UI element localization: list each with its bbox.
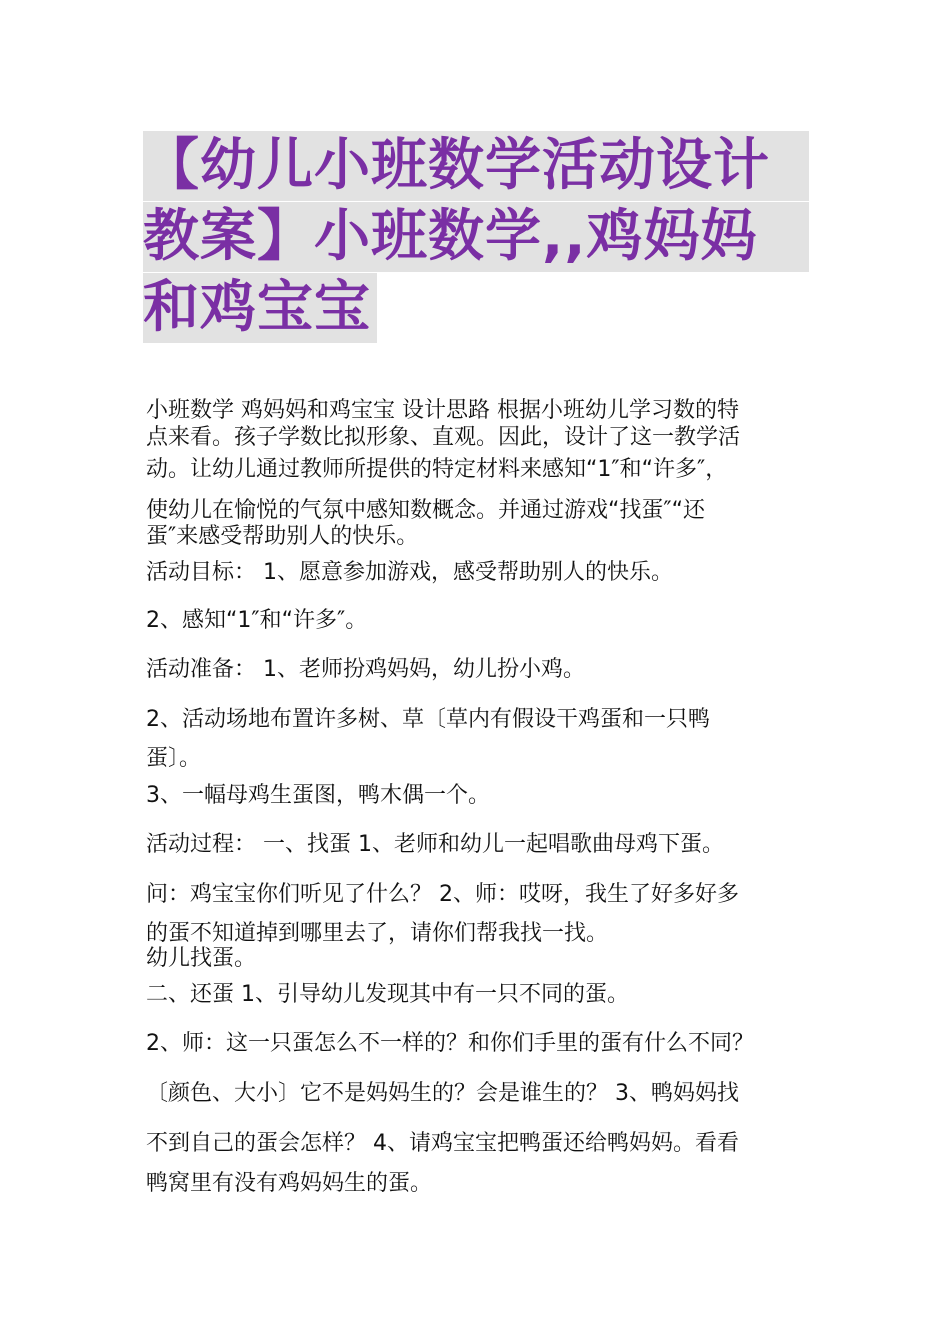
title-line-1: 【幼儿小班数学活动设计	[143, 131, 809, 201]
body-line: 的蛋不知道掉到哪里去了，请你们帮我找一找。	[146, 921, 609, 946]
body-line: 蛋″来感受帮助别人的快乐。	[146, 524, 419, 549]
body-line: 2、感知“1″和“许多″。	[146, 608, 368, 633]
body-line: 蛋〕。	[146, 746, 202, 771]
body-line: 点来看。孩子学数比拟形象、直观。因此，设计了这一教学活	[146, 425, 741, 450]
title-line-2: 教案】小班数学,,鸡妈妈	[143, 202, 809, 272]
body-line: 〔颜色、大小〕它不是妈妈生的？会是谁生的？ 3、鸭妈妈找	[146, 1081, 739, 1106]
body-line: 二、还蛋 1、引导幼儿发现其中有一只不同的蛋。	[146, 982, 629, 1007]
body-line: 使幼儿在愉悦的气氛中感知数概念。并通过游戏“找蛋″“还	[146, 498, 706, 523]
body-line: 活动准备： 1、老师扮鸡妈妈，幼儿扮小鸡。	[146, 657, 585, 682]
body-line: 幼儿找蛋。	[146, 946, 257, 971]
title-line-3: 和鸡宝宝	[143, 273, 377, 343]
body-line: 3、一幅母鸡生蛋图，鸭木偶一个。	[146, 783, 490, 808]
body-line: 2、活动场地布置许多树、草〔草内有假设干鸡蛋和一只鸭	[146, 707, 710, 732]
body-line: 2、师：这一只蛋怎么不一样的？和你们手里的蛋有什么不同？	[146, 1031, 754, 1056]
body-line: 不到自己的蛋会怎样？ 4、请鸡宝宝把鸭蛋还给鸭妈妈。看看	[146, 1131, 739, 1156]
body-line: 鸭窝里有没有鸡妈妈生的蛋。	[146, 1171, 433, 1196]
body-line: 动。让幼儿通过教师所提供的特定材料来感知“1″和“许多″，	[146, 457, 728, 482]
body-line: 活动过程： 一、找蛋 1、老师和幼儿一起唱歌曲母鸡下蛋。	[146, 832, 724, 857]
body-line: 小班数学 鸡妈妈和鸡宝宝 设计思路 根据小班幼儿学习数的特	[146, 398, 739, 423]
body-line: 问：鸡宝宝你们听见了什么？ 2、师：哎呀，我生了好多好多	[146, 882, 739, 907]
body-line: 活动目标： 1、愿意参加游戏，感受帮助别人的快乐。	[146, 560, 673, 585]
